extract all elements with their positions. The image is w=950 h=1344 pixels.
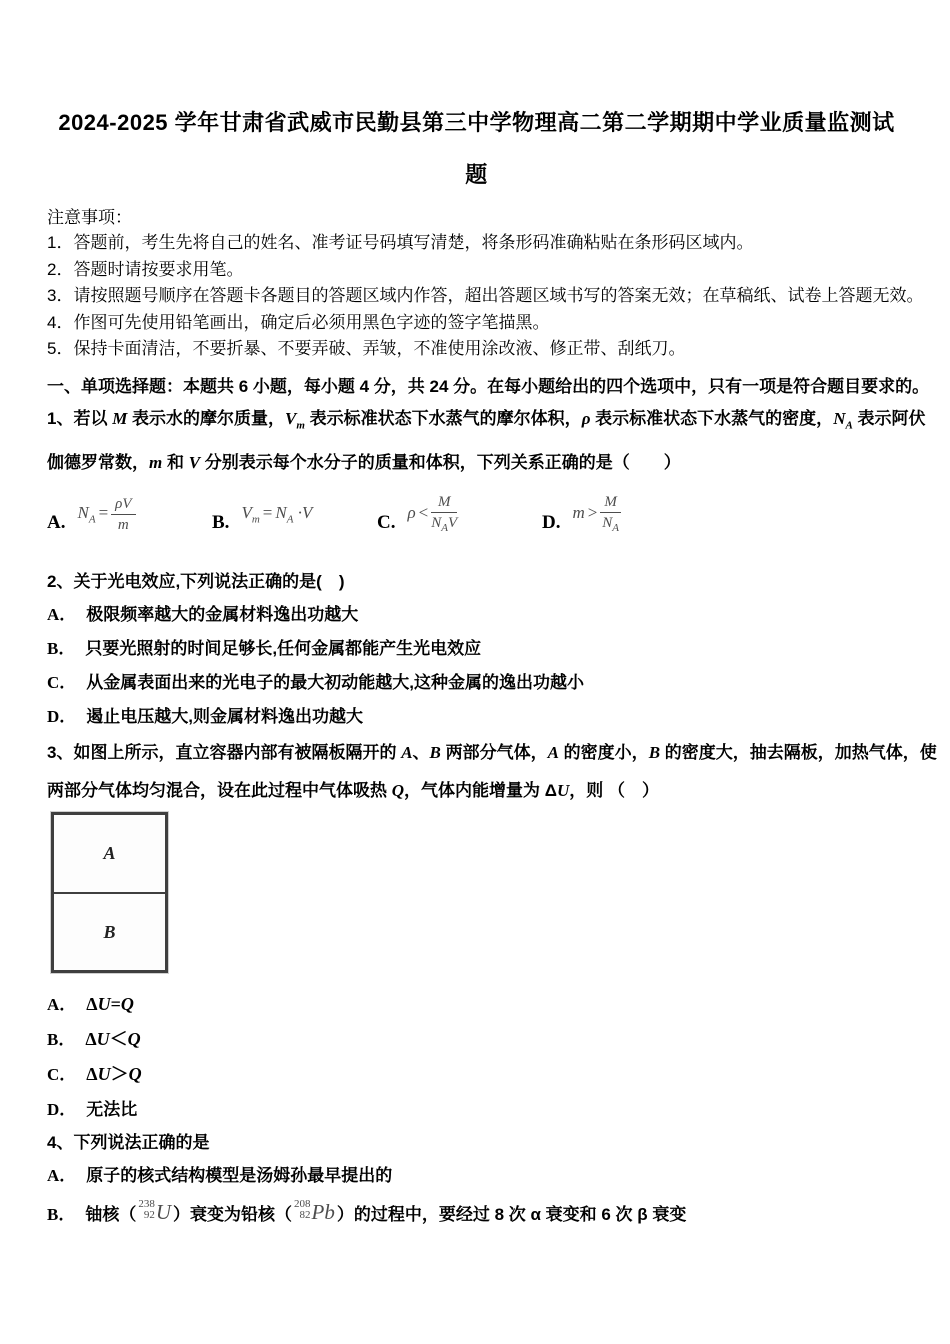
page-title-line1: 2024-2025 学年甘肃省武威市民勤县第三中学物理高二第二学期期中学业质量监测试 bbox=[58, 110, 895, 135]
atomic-number: 82 bbox=[299, 1208, 311, 1221]
question-3-line2: 两部分气体均匀混合，设在此过程中气体吸热 Q，气体内能增量为 ΔU，则 （ ） bbox=[47, 781, 659, 801]
formula-relation: = bbox=[98, 503, 109, 523]
q1-option-c bbox=[377, 493, 542, 535]
figure-label-b: B bbox=[103, 921, 116, 942]
fraction-denominator: $N_AV$ bbox=[431, 515, 458, 535]
exam-paper-page bbox=[0, 97, 950, 1344]
q2-option-c bbox=[47, 666, 906, 700]
q1-option-d-formula bbox=[572, 493, 620, 535]
element-symbol: U bbox=[155, 1200, 172, 1225]
q2-option-b bbox=[47, 632, 906, 666]
atomic-number: 92 bbox=[143, 1208, 155, 1221]
option-text: 只要光照射的时间足够长,任何金属都能产生光电效应 bbox=[85, 639, 482, 659]
notice-item: 2．答题时请按要求用笔。 bbox=[47, 259, 244, 279]
notice-section bbox=[47, 205, 924, 363]
q3-option-a bbox=[47, 987, 906, 1022]
question-1-text bbox=[47, 400, 926, 482]
question-3-line1: 3、如图上所示，直立容器内部有被隔板隔开的 A、B 两部分气体，A 的密度小，B 的密度大，抽去隔板，加热气体，使 bbox=[47, 743, 937, 763]
option-math: ΔU＞Q bbox=[86, 1064, 142, 1085]
notice-item: 1．答题前，考生先将自己的姓名、准考证号码填写清楚，将条形码准确粘贴在条形码区域内。 bbox=[47, 233, 754, 252]
formula-lhs: ρ bbox=[407, 503, 416, 523]
option-label: B． bbox=[47, 1205, 76, 1225]
question-1-line2: 伽德罗常数，m 和 V 分别表示每个水分子的质量和体积，下列关系正确的是（ ） bbox=[47, 453, 681, 473]
q3-option-c bbox=[47, 1057, 906, 1092]
question-3-options bbox=[47, 987, 906, 1127]
option-text: 从金属表面出来的光电子的最大初动能越大,这种金属的逸出功越小 bbox=[86, 673, 585, 693]
option-math: ΔU=Q bbox=[86, 994, 134, 1015]
q1-option-c-formula bbox=[407, 493, 457, 535]
q1-option-d-label: D. bbox=[542, 512, 561, 534]
question-2-options bbox=[47, 598, 906, 734]
fraction-numerator: M bbox=[431, 493, 457, 513]
option-math: ΔU＜Q bbox=[85, 1029, 141, 1050]
fraction bbox=[111, 495, 135, 534]
q4-option-b bbox=[47, 1193, 906, 1237]
page-title-line2: 题 bbox=[465, 162, 488, 187]
q1-option-a-formula bbox=[77, 495, 135, 534]
notice-heading: 注意事项： bbox=[47, 208, 132, 227]
nuclide-numbers bbox=[294, 1199, 311, 1221]
notice-item: 5．保持卡面清洁，不要折暴、不要弄破、弄皱，不准使用涂改液、修正带、刮纸刀。 bbox=[47, 339, 686, 359]
notice-item: 3．请按照题号顺序在答题卡各题目的答题区域内作答，超出答题区域书写的答案无效；在草稿纸、试卷上答题无效。 bbox=[47, 286, 924, 306]
mass-number: 238 bbox=[138, 1197, 155, 1210]
q1-option-b-formula bbox=[241, 503, 312, 525]
figure-label-a: A bbox=[103, 843, 116, 864]
q1-option-a-label: A. bbox=[47, 512, 66, 534]
notice-item: 4．作图可先使用铅笔画出，确定后必须用黑色字迹的签字笔描黑。 bbox=[47, 312, 550, 332]
q1-option-b-label: B. bbox=[212, 512, 230, 534]
option-label: D． bbox=[47, 707, 77, 727]
option-label: D． bbox=[47, 1100, 77, 1120]
q1-option-b bbox=[212, 503, 377, 534]
formula-lhs: $V_m$ bbox=[241, 503, 260, 526]
option-text: 无法比 bbox=[86, 1100, 138, 1120]
question-1-line1: 1、若以 M 表示水的摩尔质量，$V_m$ 表示标准状态下水蒸气的摩尔体积，ρ 表示标准状态下水蒸气的密度，$N_A$ 表示阿伏 bbox=[47, 408, 926, 432]
option-text: 原子的核式结构模型是汤姆孙最早提出的 bbox=[86, 1166, 393, 1186]
question-2-text: 2、关于光电效应,下列说法正确的是( ) bbox=[47, 572, 345, 592]
formula-lhs: m bbox=[572, 503, 585, 523]
option-label: B． bbox=[47, 639, 76, 659]
option-label: B． bbox=[47, 1030, 76, 1050]
formula-relation: = bbox=[262, 503, 273, 523]
formula-rhs: $N_A \cdot V$ bbox=[275, 503, 313, 526]
option-text-mid: ）衰变为铅核（ bbox=[173, 1205, 293, 1225]
option-label: C． bbox=[47, 673, 77, 693]
q2-option-a bbox=[47, 598, 906, 632]
q2-option-d bbox=[47, 700, 906, 734]
formula-lhs: $N_A$ bbox=[77, 503, 96, 526]
formula-relation: > bbox=[587, 503, 598, 523]
fraction-denominator: m bbox=[117, 516, 129, 533]
q1-option-d bbox=[542, 493, 621, 535]
option-text: 极限频率越大的金属材料逸出功越大 bbox=[86, 605, 359, 625]
fraction-denominator: $N_A$ bbox=[602, 515, 619, 535]
q1-option-a bbox=[47, 495, 212, 534]
option-text: 遏止电压越大,则金属材料逸出功越大 bbox=[86, 707, 364, 727]
question-1-options bbox=[47, 484, 906, 544]
figure-chamber-top bbox=[54, 815, 165, 894]
section-one-heading: 一、单项选择题：本题共 6 小题，每小题 4 分，共 24 分。在每小题给出的四个选项中，只有一项是符合题目要求的。 bbox=[47, 376, 930, 396]
option-label: A． bbox=[47, 605, 77, 625]
option-text-post: ）的过程中，要经过 8 次 α 衰变和 6 次 β 衰变 bbox=[336, 1205, 687, 1225]
q1-option-c-label: C. bbox=[377, 512, 396, 534]
question-4-text: 4、下列说法正确的是 bbox=[47, 1133, 210, 1153]
mass-number: 208 bbox=[294, 1197, 311, 1210]
nuclide-numbers bbox=[138, 1199, 155, 1221]
formula-relation: < bbox=[418, 503, 429, 523]
option-text-pre: 铀核（ bbox=[85, 1205, 137, 1225]
fraction-numerator: M bbox=[600, 493, 621, 513]
q3-option-b bbox=[47, 1022, 906, 1057]
option-label: A． bbox=[47, 1166, 77, 1186]
q3-option-d bbox=[47, 1092, 906, 1127]
option-label: C． bbox=[47, 1065, 77, 1085]
nuclide-lead bbox=[294, 1197, 335, 1225]
element-symbol: Pb bbox=[311, 1200, 335, 1225]
option-label: A． bbox=[47, 995, 77, 1015]
q3-figure bbox=[51, 812, 168, 973]
figure-chamber-bottom bbox=[54, 894, 165, 971]
fraction bbox=[431, 493, 457, 535]
nuclide-uranium bbox=[138, 1197, 172, 1225]
fraction bbox=[600, 493, 621, 535]
page-title bbox=[47, 97, 906, 201]
q4-option-a bbox=[47, 1159, 906, 1193]
fraction-numerator: ρV bbox=[111, 495, 135, 515]
question-3-text bbox=[47, 734, 937, 810]
